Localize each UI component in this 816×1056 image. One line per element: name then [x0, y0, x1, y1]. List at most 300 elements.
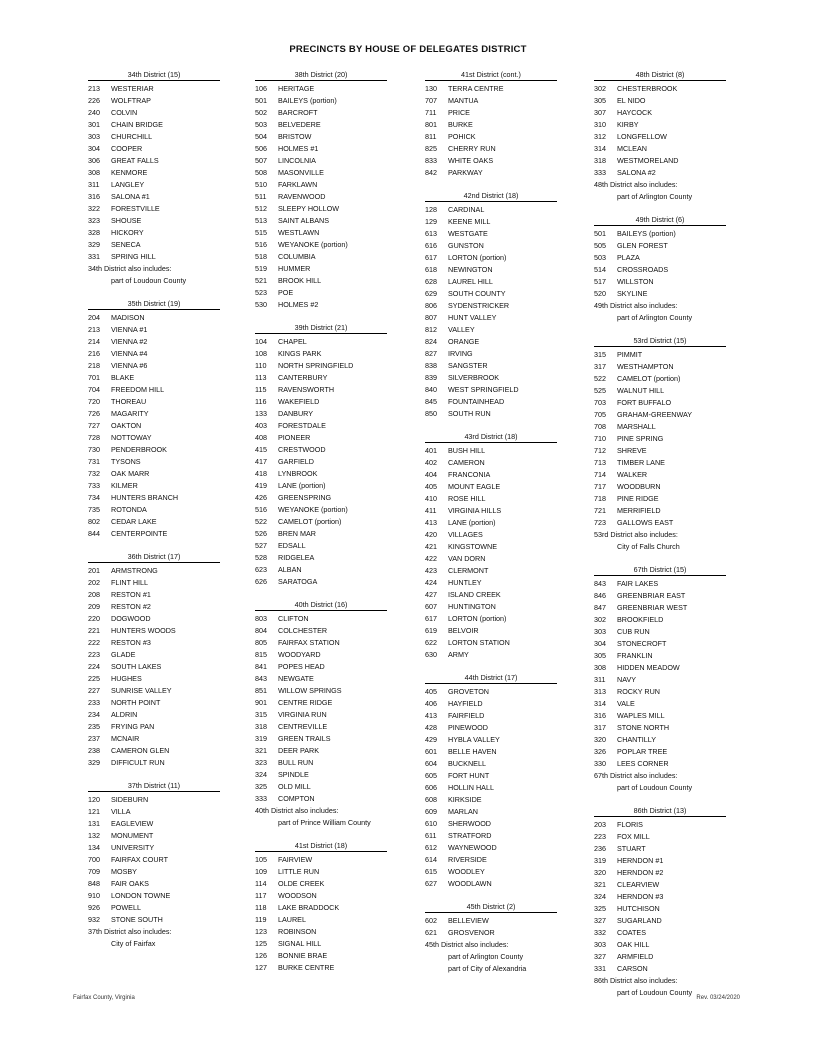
precinct-name: GLADE: [111, 650, 136, 659]
district-section: [594, 215, 726, 324]
precinct-name: FRANCONIA: [448, 470, 491, 479]
precinct-name: HIDDEN MEADOW: [617, 663, 680, 672]
precinct-row: [594, 650, 726, 662]
precinct-number: 802: [88, 517, 100, 526]
precinct-number: 134: [88, 843, 100, 852]
district-section: [594, 565, 726, 794]
precinct-number: 114: [255, 879, 267, 888]
district-also-includes: 86th District also includes:: [594, 976, 678, 985]
precinct-number: 304: [594, 639, 606, 648]
precinct-name: VILLAGES: [448, 530, 483, 539]
column-4: [594, 70, 726, 1011]
precinct-number: 223: [594, 832, 606, 841]
precinct-number: 411: [425, 506, 437, 515]
precinct-name: ROCKY RUN: [617, 687, 660, 696]
precinct-name: CHERRY RUN: [448, 144, 496, 153]
district-header: 38th District (20): [255, 70, 387, 81]
precinct-name: PINEWOOD: [448, 723, 488, 732]
precinct-number: 126: [255, 951, 267, 960]
precinct-row: [88, 396, 220, 408]
precinct-name: BUSH HILL: [448, 446, 486, 455]
precinct-number: 317: [594, 362, 606, 371]
precinct-number: 507: [255, 156, 267, 165]
precinct-row: [425, 517, 557, 529]
precinct-row: [425, 131, 557, 143]
precinct-name: CUB RUN: [617, 627, 650, 636]
precinct-name: VAN DORN: [448, 554, 486, 563]
precinct-row: [425, 264, 557, 276]
precinct-name: WOODLEY: [448, 867, 485, 876]
precinct-row: [255, 384, 387, 396]
precinct-row: [88, 408, 220, 420]
precinct-number: 325: [255, 782, 267, 791]
precinct-name: NAVY: [617, 675, 637, 684]
precinct-name: MOUNT EAGLE: [448, 482, 501, 491]
precinct-name: OLD MILL: [278, 782, 311, 791]
precinct-name: FORESTDALE: [278, 421, 326, 430]
precinct-name: PIONEER: [278, 433, 311, 442]
precinct-row: [594, 903, 726, 915]
precinct-name: GALLOWS EAST: [617, 518, 674, 527]
precinct-name: ROBINSON: [278, 927, 317, 936]
district-also-includes-item: City of Fairfax: [111, 939, 156, 948]
district-also-includes-item: part of Loudoun County: [111, 276, 187, 285]
precinct-row: [88, 733, 220, 745]
precinct-number: 721: [594, 506, 606, 515]
precinct-number: 420: [425, 530, 437, 539]
precinct-number: 812: [425, 325, 437, 334]
precinct-name: VIENNA #2: [111, 337, 148, 346]
precinct-name: BAILEYS (portion): [278, 96, 337, 105]
precinct-row: [594, 119, 726, 131]
precinct-number: 700: [88, 855, 100, 864]
precinct-name: SARATOGA: [278, 577, 318, 586]
precinct-name: ISLAND CREEK: [448, 590, 501, 599]
precinct-row: [425, 312, 557, 324]
precinct-name: KILMER: [111, 481, 138, 490]
precinct-row: [425, 155, 557, 167]
precinct-number: 522: [594, 374, 606, 383]
precinct-row: [255, 637, 387, 649]
precinct-name: MADISON: [111, 313, 145, 322]
precinct-number: 227: [88, 686, 100, 695]
precinct-row: [255, 516, 387, 528]
precinct-number: 827: [425, 349, 437, 358]
precinct-number: 105: [255, 855, 267, 864]
precinct-name: CROSSROADS: [617, 265, 669, 274]
precinct-name: ALBAN: [278, 565, 302, 574]
precinct-number: 204: [88, 313, 100, 322]
precinct-number: 806: [425, 301, 437, 310]
precinct-name: VIENNA #1: [111, 325, 148, 334]
precinct-row: [425, 445, 557, 457]
precinct-row: [425, 746, 557, 758]
precinct-number: 630: [425, 650, 437, 659]
precinct-name: RESTON #2: [111, 602, 151, 611]
district-section: [88, 781, 220, 950]
precinct-row: [88, 251, 220, 263]
precinct-row: [425, 469, 557, 481]
precinct-number: 815: [255, 650, 267, 659]
precinct-row: [425, 529, 557, 541]
precinct-number: 629: [425, 289, 437, 298]
precinct-row: [594, 951, 726, 963]
precinct-row: [88, 661, 220, 673]
precinct-row: [255, 926, 387, 938]
precinct-number: 423: [425, 566, 437, 575]
precinct-row: [255, 83, 387, 95]
precinct-name: HUGHES: [111, 674, 142, 683]
precinct-row: [425, 107, 557, 119]
precinct-name: ROTONDA: [111, 505, 147, 514]
precinct-row: [425, 240, 557, 252]
precinct-row: [594, 602, 726, 614]
precinct-number: 601: [425, 747, 437, 756]
precinct-row: [255, 866, 387, 878]
precinct-name: PENDERBROOK: [111, 445, 167, 454]
precinct-name: GRAHAM-GREENWAY: [617, 410, 693, 419]
precinct-number: 714: [594, 470, 606, 479]
precinct-row: [594, 855, 726, 867]
precinct-number: 240: [88, 108, 100, 117]
precinct-row: [88, 709, 220, 721]
precinct-row: [88, 191, 220, 203]
precinct-number: 805: [255, 638, 267, 647]
precinct-number: 201: [88, 566, 100, 575]
precinct-number: 314: [594, 144, 606, 153]
precinct-number: 317: [594, 723, 606, 732]
district-header: 41st District (18): [255, 841, 387, 852]
precinct-row: [255, 902, 387, 914]
precinct-row: [425, 300, 557, 312]
precinct-name: KIRBY: [617, 120, 639, 129]
precinct-number: 844: [88, 529, 100, 538]
precinct-row: [425, 360, 557, 372]
precinct-row: [255, 95, 387, 107]
precinct-row: [255, 251, 387, 263]
precinct-row: [255, 167, 387, 179]
precinct-name: BELLE HAVEN: [448, 747, 497, 756]
precinct-number: 119: [255, 915, 267, 924]
precinct-name: FORT BUFFALO: [617, 398, 672, 407]
precinct-number: 718: [594, 494, 606, 503]
precinct-number: 301: [88, 120, 100, 129]
precinct-number: 320: [594, 868, 606, 877]
precinct-number: 313: [594, 687, 606, 696]
precinct-number: 710: [594, 434, 606, 443]
precinct-row: [425, 806, 557, 818]
precinct-row: [88, 95, 220, 107]
precinct-number: 429: [425, 735, 437, 744]
precinct-number: 404: [425, 470, 437, 479]
precinct-number: 322: [88, 204, 100, 213]
precinct-number: 628: [425, 277, 437, 286]
precinct-row: [425, 493, 557, 505]
precinct-row: [255, 649, 387, 661]
precinct-name: CENTRE RIDGE: [278, 698, 333, 707]
precinct-row: [88, 360, 220, 372]
precinct-name: CHAPEL: [278, 337, 307, 346]
precinct-row: [255, 179, 387, 191]
precinct-number: 120: [88, 795, 100, 804]
precinct-number: 705: [594, 410, 606, 419]
district-section: [425, 673, 557, 890]
precinct-row: [88, 324, 220, 336]
precinct-row: [255, 962, 387, 974]
precinct-number: 801: [425, 120, 437, 129]
precinct-row: [255, 444, 387, 456]
precinct-row: [594, 638, 726, 650]
precinct-name: SOUTH RUN: [448, 409, 491, 418]
precinct-number: 324: [594, 892, 606, 901]
precinct-name: CRESTWOOD: [278, 445, 326, 454]
precinct-number: 627: [425, 879, 437, 888]
precinct-number: 926: [88, 903, 100, 912]
precinct-name: HYBLA VALLEY: [448, 735, 500, 744]
precinct-number: 505: [594, 241, 606, 250]
precinct-number: 515: [255, 228, 267, 237]
precinct-number: 730: [88, 445, 100, 454]
precinct-row: [255, 745, 387, 757]
precinct-row: [594, 481, 726, 493]
precinct-row: [594, 927, 726, 939]
precinct-name: LAUREL HILL: [448, 277, 493, 286]
precinct-name: SYDENSTRICKER: [448, 301, 510, 310]
precinct-number: 419: [255, 481, 267, 490]
precinct-name: OAK HILL: [617, 940, 650, 949]
precinct-number: 218: [88, 361, 100, 370]
precinct-row: [594, 867, 726, 879]
precinct-row: [88, 179, 220, 191]
precinct-row: [594, 843, 726, 855]
precinct-name: GREEN TRAILS: [278, 734, 331, 743]
precinct-name: VIRGINIA HILLS: [448, 506, 502, 515]
precinct-row: [594, 891, 726, 903]
precinct-row: [594, 131, 726, 143]
precinct-row: [88, 504, 220, 516]
precinct-number: 315: [255, 710, 267, 719]
precinct-number: 615: [425, 867, 437, 876]
precinct-name: HUNTINGTON: [448, 602, 496, 611]
precinct-name: LINCOLNIA: [278, 156, 316, 165]
precinct-name: KINGSTOWNE: [448, 542, 497, 551]
precinct-name: PRICE: [448, 108, 470, 117]
precinct-name: COLVIN: [111, 108, 138, 117]
precinct-name: FLINT HILL: [111, 578, 149, 587]
precinct-row: [594, 722, 726, 734]
precinct-row: [255, 709, 387, 721]
precinct-name: RAVENSWORTH: [278, 385, 335, 394]
precinct-name: WEST SPRINGFIELD: [448, 385, 519, 394]
precinct-name: SUNRISE VALLEY: [111, 686, 172, 695]
precinct-name: HERITAGE: [278, 84, 315, 93]
precinct-row: [88, 878, 220, 890]
precinct-number: 611: [425, 831, 437, 840]
precinct-name: SPINDLE: [278, 770, 309, 779]
footer-county: Fairfax County, Virginia: [73, 995, 135, 1001]
precinct-row: [255, 492, 387, 504]
precinct-row: [425, 649, 557, 661]
precinct-name: MONUMENT: [111, 831, 154, 840]
precinct-row: [425, 457, 557, 469]
precinct-number: 503: [255, 120, 267, 129]
district-header: 42nd District (18): [425, 191, 557, 202]
precinct-number: 333: [594, 168, 606, 177]
precinct-name: WESTGATE: [448, 229, 488, 238]
precinct-number: 617: [425, 253, 437, 262]
precinct-name: CLIFTON: [278, 614, 309, 623]
precinct-number: 608: [425, 795, 437, 804]
precinct-row: [88, 143, 220, 155]
precinct-number: 841: [255, 662, 267, 671]
district-header: 53rd District (15): [594, 336, 726, 347]
precinct-name: LYNBROOK: [278, 469, 318, 478]
precinct-number: 128: [425, 205, 437, 214]
precinct-row: [255, 769, 387, 781]
precinct-name: HAYCOCK: [617, 108, 653, 117]
precinct-name: CHANTILLY: [617, 735, 657, 744]
precinct-row: [594, 433, 726, 445]
precinct-number: 328: [88, 228, 100, 237]
precinct-name: MARSHALL: [617, 422, 656, 431]
precinct-name: SHOUSE: [111, 216, 142, 225]
precinct-name: NEWGATE: [278, 674, 314, 683]
precinct-name: LAKE BRADDOCK: [278, 903, 340, 912]
precinct-name: CAMELOT (portion): [617, 374, 681, 383]
precinct-number: 115: [255, 385, 267, 394]
district-header: 40th District (16): [255, 600, 387, 611]
precinct-row: [88, 794, 220, 806]
precinct-number: 607: [425, 602, 437, 611]
precinct-number: 331: [594, 964, 606, 973]
precinct-number: 321: [594, 880, 606, 889]
precinct-number: 511: [255, 192, 267, 201]
precinct-name: COLCHESTER: [278, 626, 328, 635]
precinct-number: 732: [88, 469, 100, 478]
precinct-row: [594, 915, 726, 927]
precinct-name: FAIRFIELD: [448, 711, 485, 720]
precinct-number: 735: [88, 505, 100, 514]
precinct-number: 117: [255, 891, 267, 900]
precinct-name: RESTON #3: [111, 638, 151, 647]
precinct-row: [88, 492, 220, 504]
precinct-name: ALDRIN: [111, 710, 138, 719]
precinct-row: [425, 734, 557, 746]
precinct-row: [88, 155, 220, 167]
precinct-number: 316: [88, 192, 100, 201]
precinct-name: GREAT FALLS: [111, 156, 159, 165]
precinct-name: PLAZA: [617, 253, 640, 262]
precinct-number: 712: [594, 446, 606, 455]
precinct-row: [255, 263, 387, 275]
precinct-number: 726: [88, 409, 100, 418]
precinct-row: [88, 348, 220, 360]
precinct-name: TYSONS: [111, 457, 141, 466]
precinct-row: [255, 119, 387, 131]
precinct-row: [425, 505, 557, 517]
precinct-name: VIENNA #4: [111, 349, 148, 358]
precinct-name: WESTMORELAND: [617, 156, 679, 165]
precinct-row: [88, 468, 220, 480]
precinct-name: HERNDON #1: [617, 856, 664, 865]
precinct-row: [425, 95, 557, 107]
precinct-number: 106: [255, 84, 267, 93]
district-section: [425, 902, 557, 975]
precinct-name: FOX MILL: [617, 832, 650, 841]
precinct-name: FAIRFAX STATION: [278, 638, 340, 647]
precinct-row: [594, 83, 726, 95]
precinct-number: 708: [594, 422, 606, 431]
precinct-name: FAIRFAX COURT: [111, 855, 168, 864]
precinct-number: 807: [425, 313, 437, 322]
precinct-row: [255, 227, 387, 239]
district-also-includes-item: part of Arlington County: [448, 952, 524, 961]
precinct-name: WOODYARD: [278, 650, 321, 659]
precinct-name: RIDGELEA: [278, 553, 315, 562]
district-also-includes: 37th District also includes:: [88, 927, 172, 936]
precinct-row: [88, 131, 220, 143]
precinct-name: ROSE HILL: [448, 494, 486, 503]
precinct-name: SILVERBROOK: [448, 373, 499, 382]
precinct-number: 504: [255, 132, 267, 141]
precinct-number: 910: [88, 891, 100, 900]
precinct-number: 202: [88, 578, 100, 587]
precinct-row: [425, 625, 557, 637]
precinct-name: ARMSTRONG: [111, 566, 158, 575]
precinct-name: WAKEFIELD: [278, 397, 320, 406]
precinct-name: CARSON: [617, 964, 648, 973]
precinct-number: 619: [425, 626, 437, 635]
precinct-number: 703: [594, 398, 606, 407]
precinct-number: 326: [594, 747, 606, 756]
precinct-number: 803: [255, 614, 267, 623]
precinct-number: 528: [255, 553, 267, 562]
precinct-number: 518: [255, 252, 267, 261]
precinct-row: [425, 324, 557, 336]
precinct-number: 428: [425, 723, 437, 732]
precinct-number: 901: [255, 698, 267, 707]
precinct-row: [255, 299, 387, 311]
precinct-name: NOTTOWAY: [111, 433, 152, 442]
precinct-name: COLUMBIA: [278, 252, 316, 261]
precinct-number: 129: [425, 217, 437, 226]
precinct-name: GARFIELD: [278, 457, 314, 466]
district-header: 67th District (15): [594, 565, 726, 576]
precinct-number: 508: [255, 168, 267, 177]
precinct-number: 713: [594, 458, 606, 467]
column-1: [88, 70, 220, 962]
precinct-name: GROSVENOR: [448, 928, 495, 937]
precinct-row: [425, 915, 557, 927]
precinct-row: [255, 480, 387, 492]
precinct-row: [255, 143, 387, 155]
precinct-number: 523: [255, 288, 267, 297]
precinct-name: CLERMONT: [448, 566, 489, 575]
precinct-number: 127: [255, 963, 267, 972]
district-also-includes-item: part of City of Alexandria: [448, 964, 527, 973]
precinct-row: [594, 578, 726, 590]
precinct-row: [255, 878, 387, 890]
precinct-number: 626: [255, 577, 267, 586]
precinct-number: 709: [88, 867, 100, 876]
precinct-name: CENTREVILLE: [278, 722, 328, 731]
precinct-number: 522: [255, 517, 267, 526]
precinct-number: 329: [88, 758, 100, 767]
district-header: 48th District (8): [594, 70, 726, 81]
precinct-row: [88, 227, 220, 239]
precinct-number: 303: [594, 940, 606, 949]
district-section: [425, 70, 557, 179]
